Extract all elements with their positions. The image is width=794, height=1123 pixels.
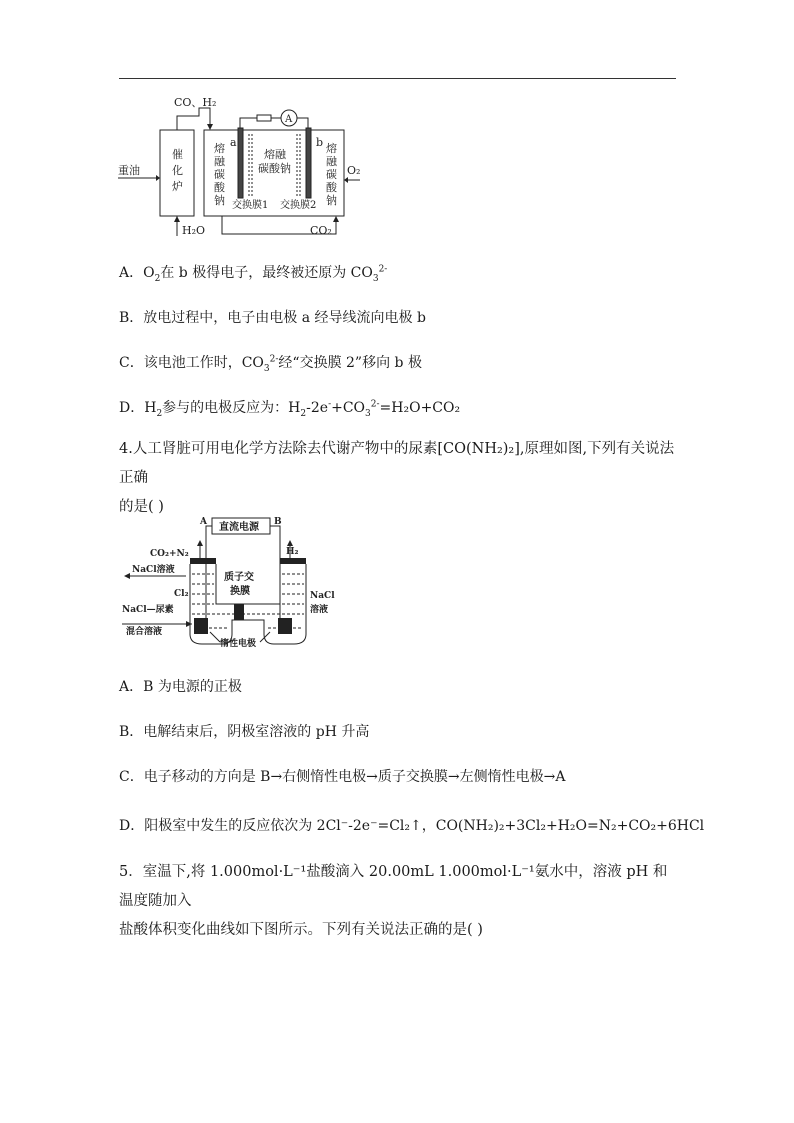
furnace-char: 催 <box>172 148 183 161</box>
h2o-label: H₂O <box>182 224 206 237</box>
furnace-char: 化 <box>172 164 183 177</box>
inert-electrode-label: 惰性电极 <box>220 639 257 648</box>
right-cell-char: 碳 <box>326 168 337 181</box>
top-inputs-label: CO、H₂ <box>174 96 217 109</box>
cl2-label: Cl₂ <box>174 589 189 599</box>
middle-label-1: 熔融 <box>264 148 286 161</box>
mixed-solution-label-1: NaCl—尿素 <box>122 605 174 615</box>
nacl-right-label-2: 溶液 <box>310 605 329 615</box>
ammeter-label: A <box>285 114 293 125</box>
q3-option-c: C．该电池工作时，$CO_3^{2-}$经“交换膜 2”移向 b 极 <box>119 354 422 374</box>
furnace-char: 炉 <box>172 180 183 193</box>
electrode-b-label: b <box>316 136 324 149</box>
q4-option-b: B．电解结束后，阴极室溶液的 pH 升高 <box>119 724 370 740</box>
electrode-a-label: a <box>230 136 237 149</box>
right-cell-char: 融 <box>326 155 337 168</box>
middle-label-2: 碳酸钠 <box>258 162 291 175</box>
h2-label: H₂ <box>286 547 299 557</box>
q3-option-b: B．放电过程中，电子由电极 a 经导线流向电极 b <box>119 310 426 326</box>
co2-label: CO₂ <box>310 224 332 237</box>
right-cell-char: 酸 <box>326 181 337 194</box>
q5-stem-line-2: 盐酸体积变化曲线如下图所示。下列有关说法正确的是( ) <box>119 922 483 938</box>
q4-option-a: A．B 为电源的正极 <box>119 679 242 695</box>
mixed-solution-label-2: 混合溶液 <box>126 627 163 637</box>
terminal-b-label: B <box>274 517 282 527</box>
nacl-right-label-1: NaCl <box>310 591 335 601</box>
left-cell-char: 酸 <box>214 181 225 194</box>
membrane-label-2: 换膜 <box>230 586 250 597</box>
left-cell-char: 钠 <box>214 194 225 207</box>
right-cell-char: 熔 <box>326 142 337 155</box>
right-cell-char: 钠 <box>326 194 337 207</box>
o2-label: O₂ <box>347 164 361 177</box>
power-supply-label: 直流电源 <box>219 522 259 533</box>
nacl-out-label: NaCl溶液 <box>132 565 175 575</box>
membrane-1-label: 交换膜1 <box>232 200 269 211</box>
q4-option-d: D．阳极室中发生的反应依次为 2Cl⁻-2e⁻=Cl₂↑，CO(NH₂)₂+3Cl₂+H₂O=N₂+CO₂+6HCl <box>119 818 705 834</box>
left-cell-char: 熔 <box>214 142 225 155</box>
q4-option-c: C．电子移动的方向是 B→右侧惰性电极→质子交换膜→左侧惰性电极→A <box>119 769 566 785</box>
heavy-oil-label: 重油 <box>118 164 140 177</box>
membrane-2-label: 交换膜2 <box>280 200 317 211</box>
q4-stem-line-2: 的是( ) <box>119 499 164 515</box>
co2-n2-label: CO₂+N₂ <box>150 549 189 559</box>
q3-option-d: D．$H_2$参与的电极反应为：$H_2-2e^-+CO_3^{2-}=H_2O+CO_2$ <box>119 399 461 419</box>
q5-stem-line-1: 5．室温下,将 1.000mol·L⁻¹盐酸滴入 20.00mL 1.000mol·L⁻¹氨水中，溶液 pH 和温度随加入 <box>119 864 668 909</box>
terminal-a-label: A <box>200 517 207 527</box>
header-rule <box>119 78 676 79</box>
fuel-cell-diagram <box>114 94 364 242</box>
q4-stem <box>119 435 679 522</box>
electrolysis-diagram <box>120 512 342 648</box>
left-cell-char: 融 <box>214 155 225 168</box>
membrane-label-1: 质子交 <box>224 572 254 583</box>
left-cell-char: 碳 <box>214 168 225 181</box>
q5-stem <box>119 858 679 945</box>
q4-stem-line-1: 4.人工肾脏可用电化学方法除去代谢产物中的尿素[CO(NH₂)₂],原理如图,下列有关说法正确 <box>119 441 675 486</box>
q3-option-a: A．$O_2$在 b 极得电子，最终被还原为 $CO_3^{2-}$ <box>119 264 388 284</box>
